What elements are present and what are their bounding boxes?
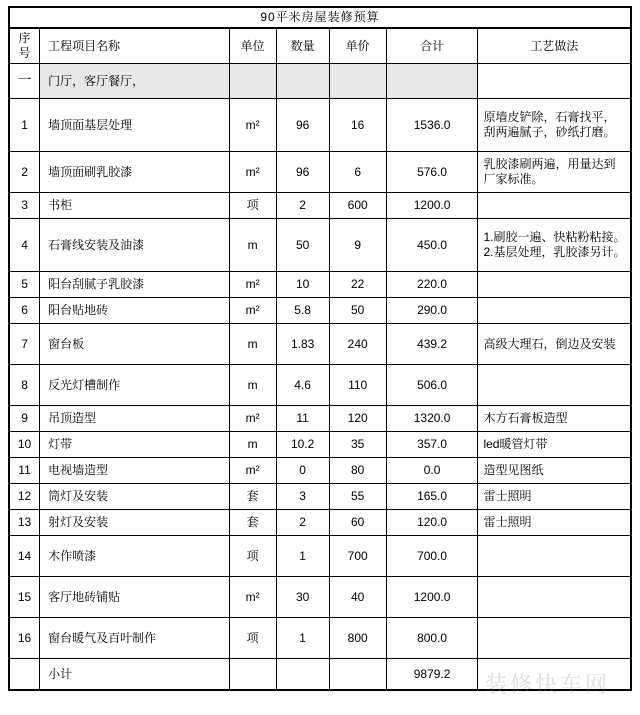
row-no: 3 [9, 193, 40, 219]
row-remark: led暖管灯带 [478, 432, 631, 458]
row-no: 9 [9, 406, 40, 432]
row-price: 700 [329, 536, 386, 577]
row-total: 800.0 [386, 618, 478, 659]
row-name: 木作喷漆 [40, 536, 230, 577]
row-total: 1536.0 [386, 99, 478, 152]
row-remark: 乳胶漆刷两遍，用量达到厂家标准。 [478, 152, 631, 193]
row-name: 电视墙造型 [40, 458, 230, 484]
row-qty: 30 [276, 577, 329, 618]
row-total: 1200.0 [386, 193, 478, 219]
row-qty: 3 [276, 484, 329, 510]
row-remark: 雷士照明 [478, 510, 631, 536]
row-price: 60 [329, 510, 386, 536]
row-qty: 2 [276, 193, 329, 219]
row-total: 576.0 [386, 152, 478, 193]
row-qty: 4.6 [276, 365, 329, 406]
table-row [9, 484, 631, 510]
row-remark: 木方石膏板造型 [478, 406, 631, 432]
row-no: 15 [9, 577, 40, 618]
row-qty: 0 [276, 458, 329, 484]
row-total: 120.0 [386, 510, 478, 536]
table-row [9, 152, 631, 193]
header-remark: 工艺做法 [478, 28, 631, 64]
row-name: 吊顶造型 [40, 406, 230, 432]
subtotal-no [9, 659, 40, 691]
table-row [9, 219, 631, 272]
subtotal-row [9, 659, 631, 691]
row-no: 1 [9, 99, 40, 152]
subtotal-total: 9879.2 [386, 659, 478, 691]
table-title-row [9, 7, 631, 28]
row-qty: 5.8 [276, 298, 329, 324]
row-qty: 2 [276, 510, 329, 536]
row-no: 13 [9, 510, 40, 536]
row-remark: 雷士照明 [478, 484, 631, 510]
row-name: 窗台板 [40, 324, 230, 365]
subtotal-label: 小计 [40, 659, 230, 691]
section-row [9, 64, 631, 99]
subtotal-remark [478, 659, 631, 691]
row-no: 5 [9, 272, 40, 298]
row-remark: 1.刷胶一遍、快粘粉粘接。2.基层处理，乳胶漆另计。 [478, 219, 631, 272]
table-row [9, 618, 631, 659]
row-price: 120 [329, 406, 386, 432]
header-name: 工程项目名称 [40, 28, 230, 64]
row-name: 射灯及安装 [40, 510, 230, 536]
row-name: 书柜 [40, 193, 230, 219]
row-no: 16 [9, 618, 40, 659]
row-unit: m² [229, 298, 276, 324]
row-unit: m² [229, 272, 276, 298]
row-price: 40 [329, 577, 386, 618]
table-row [9, 510, 631, 536]
row-price: 600 [329, 193, 386, 219]
table-row [9, 272, 631, 298]
section-name: 门厅，客厅餐厅， [40, 64, 230, 99]
row-price: 55 [329, 484, 386, 510]
row-name: 墙顶面刷乳胶漆 [40, 152, 230, 193]
row-no: 11 [9, 458, 40, 484]
row-remark [478, 365, 631, 406]
row-total: 290.0 [386, 298, 478, 324]
row-unit: m² [229, 152, 276, 193]
section-remark [478, 64, 631, 99]
row-name: 阳台贴地砖 [40, 298, 230, 324]
row-unit: m² [229, 99, 276, 152]
table-row [9, 365, 631, 406]
row-no: 7 [9, 324, 40, 365]
header-qty: 数量 [276, 28, 329, 64]
row-unit: m [229, 324, 276, 365]
row-name: 灯带 [40, 432, 230, 458]
header-no-line1: 序 [18, 31, 31, 45]
document-title: 90平米房屋装修预算 [9, 7, 631, 28]
row-no: 14 [9, 536, 40, 577]
row-unit: m² [229, 577, 276, 618]
row-name: 客厅地砖铺贴 [40, 577, 230, 618]
row-remark [478, 577, 631, 618]
table-header-row [9, 28, 631, 64]
row-no: 8 [9, 365, 40, 406]
table-row [9, 193, 631, 219]
row-name: 窗台暖气及百叶制作 [40, 618, 230, 659]
row-unit: m [229, 365, 276, 406]
header-unit: 单位 [229, 28, 276, 64]
row-qty: 1 [276, 618, 329, 659]
row-qty: 1 [276, 536, 329, 577]
row-total: 165.0 [386, 484, 478, 510]
row-price: 22 [329, 272, 386, 298]
row-remark [478, 193, 631, 219]
row-remark: 原墙皮铲除，石膏找平，刮两遍腻子，砂纸打磨。 [478, 99, 631, 152]
row-unit: m [229, 432, 276, 458]
row-total: 0.0 [386, 458, 478, 484]
row-name: 石膏线安装及油漆 [40, 219, 230, 272]
row-unit: 项 [229, 536, 276, 577]
row-qty: 10.2 [276, 432, 329, 458]
header-total: 合计 [386, 28, 478, 64]
row-price: 9 [329, 219, 386, 272]
row-total: 450.0 [386, 219, 478, 272]
row-price: 6 [329, 152, 386, 193]
row-no: 6 [9, 298, 40, 324]
section-no: 一 [9, 64, 40, 99]
row-name: 墙顶面基层处理 [40, 99, 230, 152]
row-no: 2 [9, 152, 40, 193]
row-unit: m² [229, 406, 276, 432]
row-total: 439.2 [386, 324, 478, 365]
row-remark [478, 272, 631, 298]
header-price: 单价 [329, 28, 386, 64]
row-remark [478, 298, 631, 324]
table-row [9, 536, 631, 577]
row-total: 1200.0 [386, 577, 478, 618]
section-unit [229, 64, 276, 99]
row-unit: 套 [229, 484, 276, 510]
row-price: 240 [329, 324, 386, 365]
row-qty: 96 [276, 99, 329, 152]
row-no: 4 [9, 219, 40, 272]
section-qty [276, 64, 329, 99]
row-qty: 10 [276, 272, 329, 298]
row-price: 110 [329, 365, 386, 406]
row-qty: 1.83 [276, 324, 329, 365]
header-no [9, 28, 40, 64]
row-name: 反光灯槽制作 [40, 365, 230, 406]
row-no: 12 [9, 484, 40, 510]
table-row [9, 298, 631, 324]
row-price: 50 [329, 298, 386, 324]
subtotal-price [329, 659, 386, 691]
row-name: 筒灯及安装 [40, 484, 230, 510]
table-row [9, 99, 631, 152]
row-total: 506.0 [386, 365, 478, 406]
table-row [9, 324, 631, 365]
row-total: 357.0 [386, 432, 478, 458]
row-price: 800 [329, 618, 386, 659]
header-no-line2: 号 [18, 46, 31, 60]
row-unit: 项 [229, 618, 276, 659]
row-total: 220.0 [386, 272, 478, 298]
row-no: 10 [9, 432, 40, 458]
row-price: 35 [329, 432, 386, 458]
row-remark: 造型见图纸 [478, 458, 631, 484]
row-qty: 50 [276, 219, 329, 272]
table-row [9, 458, 631, 484]
section-price [329, 64, 386, 99]
row-remark [478, 618, 631, 659]
row-qty: 11 [276, 406, 329, 432]
table-row [9, 406, 631, 432]
subtotal-unit [229, 659, 276, 691]
table-row [9, 432, 631, 458]
subtotal-qty [276, 659, 329, 691]
row-remark [478, 536, 631, 577]
row-total: 1320.0 [386, 406, 478, 432]
row-remark: 高级大理石，倒边及安装 [478, 324, 631, 365]
row-unit: 套 [229, 510, 276, 536]
table-row [9, 577, 631, 618]
budget-table [8, 6, 632, 691]
section-total [386, 64, 478, 99]
row-unit: m [229, 219, 276, 272]
row-name: 阳台刮腻子乳胶漆 [40, 272, 230, 298]
row-unit: m² [229, 458, 276, 484]
row-qty: 96 [276, 152, 329, 193]
row-price: 16 [329, 99, 386, 152]
row-unit: 项 [229, 193, 276, 219]
row-price: 80 [329, 458, 386, 484]
watermark: 装修快车网 [484, 673, 610, 698]
row-total: 700.0 [386, 536, 478, 577]
